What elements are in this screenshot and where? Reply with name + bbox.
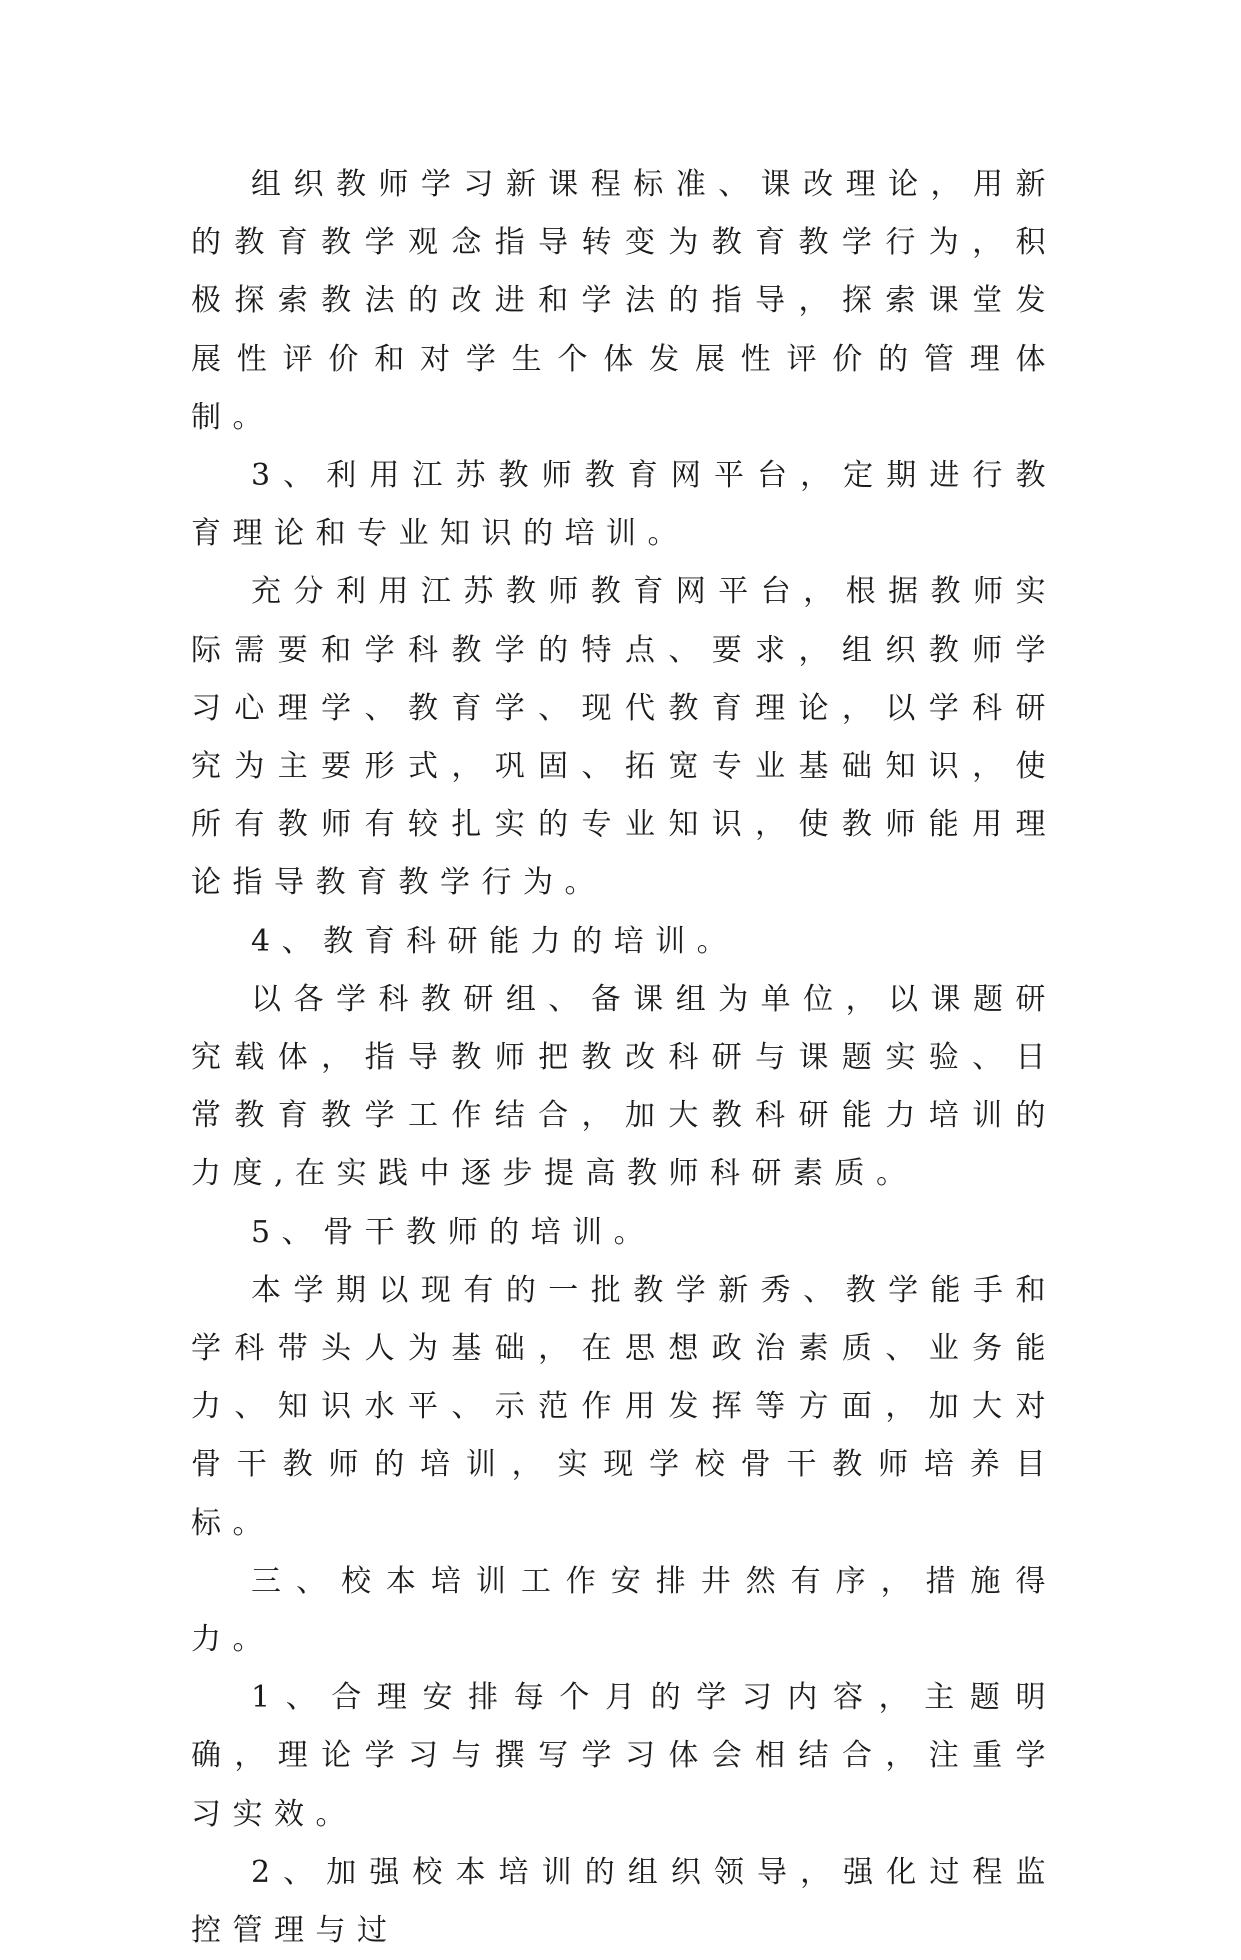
paragraph-leadership: 2、加强校本培训的组织领导，强化过程监控管理与过 [191,1854,1057,1949]
heading-research-ability: 4、教育科研能力的培训。 [251,923,739,959]
heading-section-three: 三、校本培训工作安排井然有序，措施得力。 [191,1563,1057,1658]
paragraph-research-groups: 以各学科教研组、备课组为单位，以课题研究载体，指导教师把教改科研与课题实验、日常教育教学工作结合，加大教科研能力培训的力度,在实践中逐步提高教师科研素质。 [191,981,1057,1192]
paragraph-backbone-training: 本学期以现有的一批教学新秀、教学能手和学科带头人为基础，在思想政治素质、业务能力、知识水平、示范作用发挥等方面，加大对骨干教师的培训，实现学校骨干教师培养目标。 [191,1272,1057,1541]
paragraph-teacher-study: 组织教师学习新课程标准、课改理论，用新的教育教学观念指导转变为教育教学行为，积极探索教法的改进和学法的指导，探索课堂发展性评价和对学生个体发展性评价的管理体制。 [191,167,1057,435]
paragraph-online-platform: 充分利用江苏教师教育网平台，根据教师实际需要和学科教学的特点、要求，组织教师学习心理学、教育学、现代教育理论，以学科研究为主要形式，巩固、拓宽专业基础知识，使所有教师有较扎实的专业知识，使教师能用理论指导教育教学行为。 [191,574,1057,901]
heading-backbone-teachers: 5、骨干教师的培训。 [251,1214,656,1250]
document-body [191,156,1057,1960]
paragraph-monthly-schedule: 1、合理安排每个月的学习内容，主题明确，理论学习与撰写学习体会相结合，注重学习实效。 [191,1680,1057,1832]
heading-online-training: 3、利用江苏教师教育网平台，定期进行教育理论和专业知识的培训。 [191,458,1057,552]
